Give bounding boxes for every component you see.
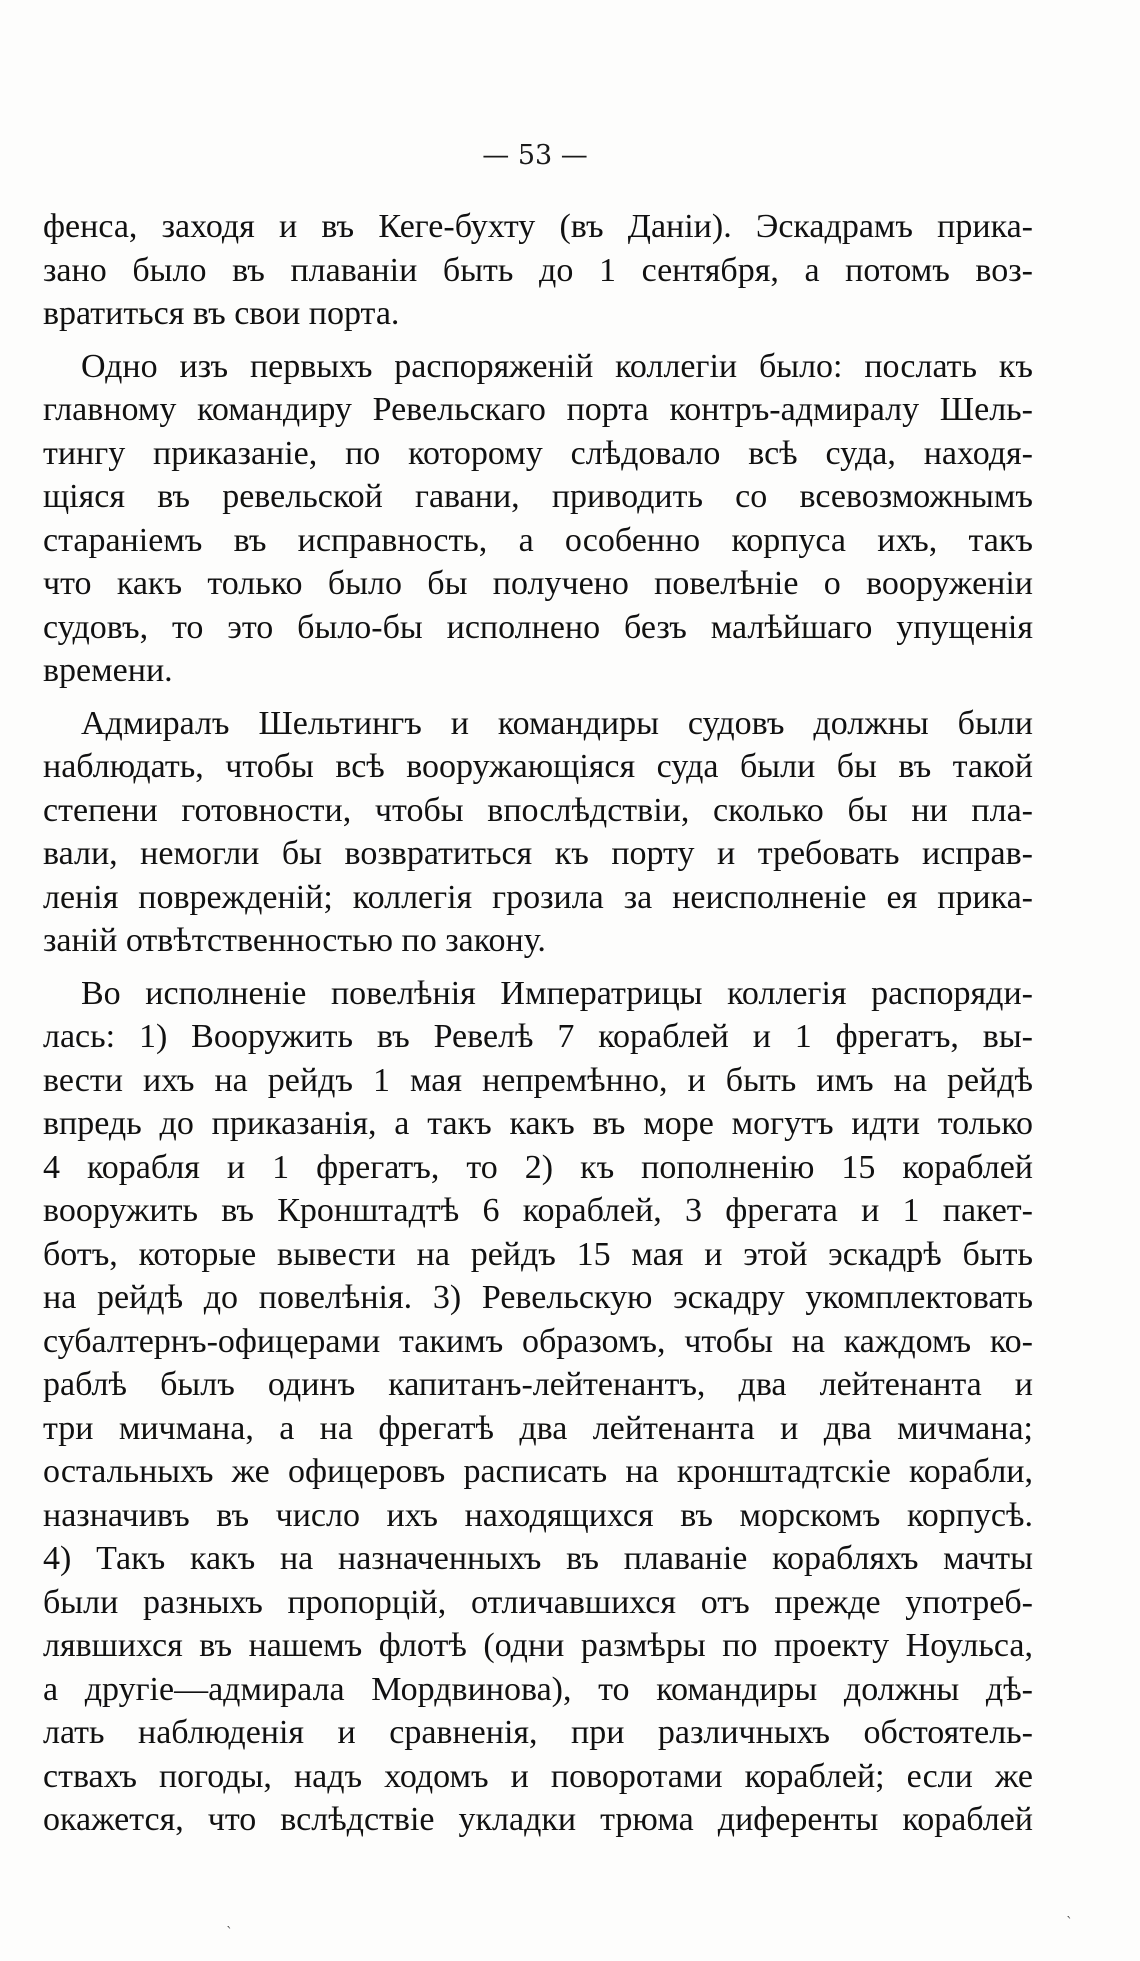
paragraph (43, 702, 1033, 963)
paragraph (43, 345, 1033, 693)
text-line: судовъ, то это было-бы исполнено безъ малѣйшаго упущенія (43, 608, 1033, 646)
text-line: а другіе—адмирала Мордвинова), то командиры должны дѣ- (43, 1670, 1033, 1708)
text-line: лявшихся въ нашемъ флотѣ (одни размѣры по проекту Ноульса, (43, 1627, 1033, 1664)
text-line: назначивъ въ число ихъ находящихся въ морскомъ корпусѣ. (43, 1496, 1033, 1534)
text-line: впредь до приказанія, а такъ какъ въ море могутъ идти только (43, 1105, 1033, 1142)
text-line: заній отвѣтственностью по закону. (43, 922, 546, 959)
text-line: субалтернъ-офицерами такимъ образомъ, чтобы на каждомъ ко- (43, 1322, 1033, 1360)
text-line: степени готовности, чтобы впослѣдствіи, сколько бы ни пла- (43, 791, 1033, 829)
text-line: вооружить въ Кронштадтѣ 6 кораблей, 3 фрегата и 1 пакет- (43, 1192, 1033, 1229)
text-line: 4) Такъ какъ на назначенныхъ въ плаваніе корабляхъ мачты (43, 1540, 1033, 1577)
scan-speck: ˋ (1066, 1915, 1073, 1931)
text-line: Во исполненіе повелѣнія Императрицы коллегія распоряди- (81, 974, 1033, 1012)
text-line: главному командиру Ревельскаго порта контръ-адмиралу Шель- (43, 391, 1033, 428)
text-line: щіяся въ ревельской гавани, приводить со всевозможнымъ (43, 478, 1033, 515)
text-line: тингу приказаніе, по которому слѣдовало всѣ суда, находя- (43, 434, 1033, 472)
page-number: — 53 — (482, 140, 588, 171)
text-line: наблюдать, чтобы всѣ вооружающіяся суда были бы въ такой (43, 748, 1033, 785)
body-text (43, 205, 1033, 1851)
text-line: лать наблюденія и сравненія, при различныхъ обстоятель- (43, 1714, 1033, 1751)
text-line: стараніемъ въ исправность, а особенно корпуса ихъ, такъ (43, 521, 1033, 559)
text-line: три мичмана, а на фрегатѣ два лейтенанта и два мичмана; (43, 1409, 1033, 1447)
text-line: вести ихъ на рейдъ 1 мая непремѣнно, и быть имъ на рейдѣ (43, 1061, 1033, 1099)
text-line: ствахъ погоды, надъ ходомъ и поворотами кораблей; если же (43, 1757, 1033, 1795)
paragraph (43, 972, 1033, 1842)
scan-speck: ˋ (226, 1925, 233, 1941)
text-line: фенса, заходя и въ Кеге-бухту (въ Даніи). Эскадрамъ прика- (43, 208, 1033, 245)
text-line: раблѣ былъ одинъ капитанъ-лейтенантъ, два лейтенанта и (43, 1366, 1033, 1403)
text-line: на рейдѣ до повелѣнія. 3) Ревельскую эскадру укомплектовать (43, 1279, 1033, 1316)
text-line: вратиться въ свои порта. (43, 295, 400, 332)
text-line: были разныхъ пропорцій, отличавшихся отъ прежде употреб- (43, 1583, 1033, 1621)
paragraph (43, 205, 1033, 336)
text-line: вали, немогли бы возвратиться къ порту и требовать исправ- (43, 835, 1033, 872)
text-line: 4 корабля и 1 фрегатъ, то 2) къ пополненію 15 кораблей (43, 1148, 1033, 1186)
text-line: зано было въ плаваніи быть до 1 сентября, а потомъ воз- (43, 251, 1033, 289)
text-line: ботъ, которые вывести на рейдъ 15 мая и этой эскадрѣ быть (43, 1235, 1033, 1273)
text-line: ленія поврежденій; коллегія грозила за неисполненіе ея прика- (43, 878, 1033, 916)
text-line: лась: 1) Вооружить въ Ревелѣ 7 кораблей и 1 фрегатъ, вы- (43, 1018, 1033, 1055)
text-line: Адмиралъ Шельтингъ и командиры судовъ должны были (81, 704, 1033, 742)
text-line: остальныхъ же офицеровъ расписать на кронштадтскіе корабли, (43, 1453, 1033, 1490)
text-line: времени. (43, 652, 173, 689)
text-line: окажется, что вслѣдствіе укладки трюма диференты кораблей (43, 1801, 1033, 1838)
text-line: Одно изъ первыхъ распоряженій коллегіи было: послать къ (81, 347, 1033, 385)
text-line: что какъ только было бы получено повелѣніе о вооруженіи (43, 565, 1033, 602)
